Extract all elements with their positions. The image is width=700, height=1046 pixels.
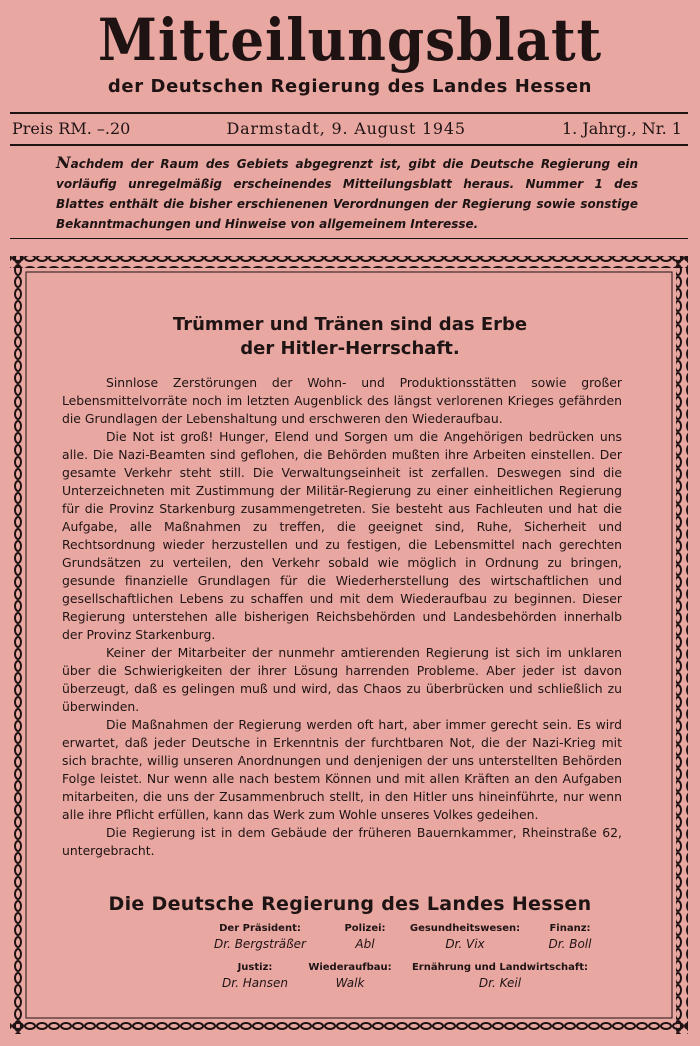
signatory-name: Dr. Bergsträßer bbox=[214, 937, 306, 951]
signatory-role: Justiz: bbox=[237, 962, 273, 973]
place-date: Darmstadt, 9. August 1945 bbox=[226, 119, 466, 138]
article-headline bbox=[80, 313, 620, 361]
article-paragraph: Keiner der Mitarbeiter der nunmehr amtierenden Regierung ist sich im unklaren über die Schwierigkeiten der ihrer Lösung harrenden Probleme. Aber jeder ist davon überzeugt, daß es gelingen muß und wird, das Chaos zu überbrücken und schließlich zu überwinden. bbox=[62, 645, 622, 714]
signatory-justice bbox=[200, 962, 310, 992]
frame-bottom-border bbox=[10, 1022, 688, 1034]
masthead-subtitle: der Deutschen Regierung des Landes Hessen bbox=[107, 76, 593, 97]
signatory-role: Gesundheitswesen: bbox=[409, 923, 521, 934]
signatory-finance bbox=[530, 923, 610, 953]
signatory-reconstruction bbox=[300, 962, 400, 992]
frame-top-border bbox=[10, 256, 688, 268]
signatory-police bbox=[320, 923, 410, 953]
signatory-president bbox=[190, 923, 330, 953]
price: Preis RM. –.20 bbox=[12, 119, 131, 138]
volume-number: 1. Jahrg., Nr. 1 bbox=[561, 119, 682, 138]
signatory-name: Dr. Vix bbox=[445, 937, 485, 951]
signatory-name: Abl bbox=[355, 937, 375, 951]
signatory-health bbox=[400, 923, 530, 953]
preamble-text: achdem der Raum des Gebiets abgegrenzt ist, gibt die Deutsche Regierung ein vorläufig unregelmäßig erscheinendes Mitteilungsblatt heraus. Nummer 1 des Blattes enthält die bisher erschienenen Verordnungen der Regierung sowie sonstige Bekanntmachungen und Hinweise von allgemeinem Interesse. bbox=[56, 157, 638, 231]
signatory-role: Ernährung und Landwirtschaft: bbox=[411, 962, 589, 973]
article-paragraph: Die Not ist groß! Hunger, Elend und Sorgen um die Angehörigen bedrücken uns alle. Die Nazi-Beamten sind geflohen, die Behörden mußten ihre Arbeiten einstellen. Der gesamte Verkehr steht still. Die Verwaltungseinheit ist zerfallen. Deswegen sind die Unterzeichneten mit Zustimmung der Militär-Regierung zu einer einheitlichen Regierung für die Provinz Starkenburg zusammengetreten. Sie besteht aus Fachleuten und hat die Aufgabe, alle Maßnahmen zu treffen, die geeignet sind, Ruhe, Sicherheit und Rechtsordnung wieder herzustellen und zu festigen, die Lebensmittel nach gerechten Grundsätzen zu verteilen, den Verkehr sobald wie möglich in Ordnung zu bringen, gesunde finanzielle Grundlagen für die Wiederherstellung des wirtschaftlichen und gesellschaftlichen Lebens zu schaffen und mit dem Wiederaufbau zu beginnen. Dieser Regierung unterstehen alle bisherigen Reichsbehörden und Landesbehörden innerhalb der Provinz Starkenburg. bbox=[62, 429, 622, 642]
signatories-title: Die Deutsche Regierung des Landes Hessen bbox=[108, 893, 592, 915]
signatory-role: Der Präsident: bbox=[219, 923, 301, 934]
frame-left-border bbox=[10, 256, 22, 1034]
article-paragraph: Sinnlose Zerstörungen der Wohn- und Produktionsstätten sowie großer Lebensmittelvorräte noch im letzten Augenblick des längst verlorenen Krieges gefährden die Grundlagen der Lebenshaltung und erschweren den Wiederaufbau. bbox=[62, 375, 622, 426]
article-body bbox=[62, 374, 622, 860]
headline-line-2: der Hitler-Herrschaft. bbox=[240, 338, 460, 359]
masthead-title: Mitteilungsblatt bbox=[97, 6, 603, 74]
signatory-name: Walk bbox=[335, 976, 365, 990]
signatory-role: Finanz: bbox=[549, 923, 591, 934]
signatory-role: Polizei: bbox=[344, 923, 386, 934]
article-paragraph: Die Regierung ist in dem Gebäude der früheren Bauernkammer, Rheinstraße 62, untergebracht. bbox=[62, 825, 622, 858]
signatory-name: Dr. Keil bbox=[478, 976, 522, 990]
signatory-name: Dr. Hansen bbox=[222, 976, 288, 990]
preamble-dropcap: N bbox=[56, 153, 71, 172]
signatory-role: Wiederaufbau: bbox=[308, 962, 392, 973]
article-paragraph: Die Maßnahmen der Regierung werden oft hart, aber immer gerecht sein. Es wird erwartet, daß jeder Deutsche in Erkenntnis der furchtbaren Not, die der Nazi-Krieg mit sich brachte, willig unseren Anordnungen und denjenigen der uns unterstellten Behörden Folge leistet. Nur wenn alle nach bestem Können und mit allen Kräften an den Aufgaben mitarbeiten, die uns der Zusammenbruch stellt, in den Hitler uns hineinführte, nur wenn alle ihre Pflicht erfüllen, kann das Werk zum Wohle unseres Volkes gedeihen. bbox=[62, 717, 622, 822]
signatory-agriculture bbox=[410, 962, 590, 992]
headline-line-1: Trümmer und Tränen sind das Erbe bbox=[172, 314, 528, 335]
signatory-name: Dr. Boll bbox=[548, 937, 592, 951]
frame-right-border bbox=[676, 256, 688, 1034]
